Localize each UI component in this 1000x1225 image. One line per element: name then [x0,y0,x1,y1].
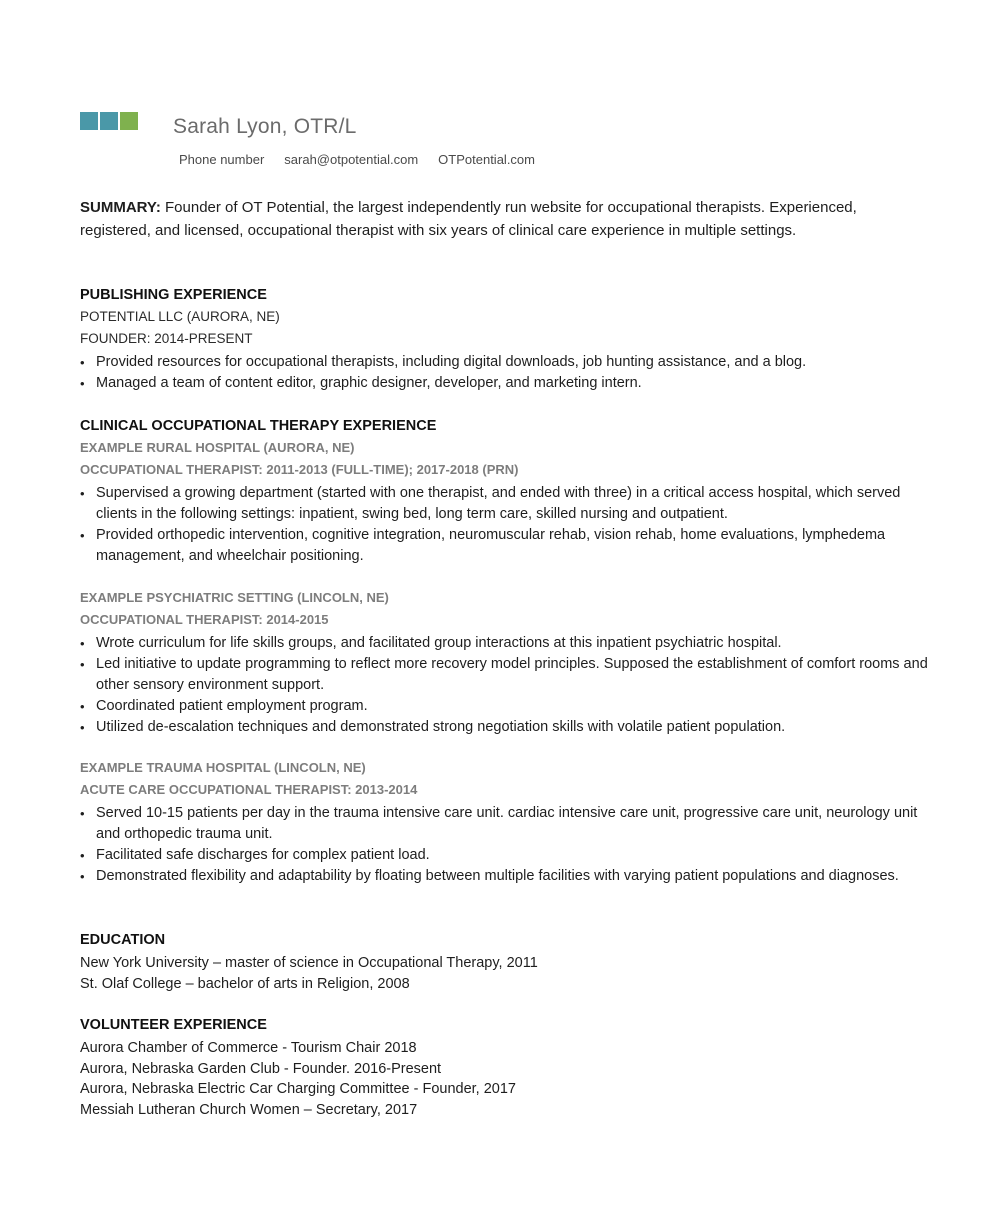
org-name: EXAMPLE PSYCHIATRIC SETTING (LINCOLN, NE) [80,590,389,605]
logo-square-1 [80,112,98,130]
bullet-item: • Provided resources for occupational therapists, including digital downloads, job hunting assistance, and a blog. [80,352,930,373]
bullet-item: • Served 10-15 patients per day in the trauma intensive care unit. cardiac intensive care unit, progressive care unit, neurology unit and orthopedic trauma unit. [80,803,930,845]
bullet-item: • Coordinated patient employment program. [80,696,930,717]
bullet-list [80,483,930,567]
volunteer-item: Aurora, Nebraska Electric Car Charging Committee - Founder, 2017 [80,1081,516,1097]
contact-line [179,152,555,167]
bullet-item: • Provided orthopedic intervention, cognitive integration, neuromuscular rehab, vision rehab, home evaluations, lymphedema management, and wheelchair positioning. [80,525,930,567]
section-heading: VOLUNTEER EXPERIENCE [80,1017,267,1033]
summary-text: Founder of OT Potential, the largest independently run website for occupational therapists. Experienced, registered, and licensed, occupational therapist with six years of clinical care experience in multiple settings. [80,199,857,239]
contact-website[interactable]: OTPotential.com [438,152,535,167]
summary-label: SUMMARY: [80,199,161,216]
education-item: New York University – master of science in Occupational Therapy, 2011 [80,955,538,971]
bullet-item: • Managed a team of content editor, graphic designer, developer, and marketing intern. [80,373,930,394]
org-name: EXAMPLE TRAUMA HOSPITAL (LINCOLN, NE) [80,760,366,775]
logo-square-3 [120,112,138,130]
bullet-list [80,352,930,394]
role-title: FOUNDER: 2014-PRESENT [80,331,253,346]
logo-square-2 [100,112,118,130]
bullet-item: • Supervised a growing department (started with one therapist, and ended with three) in a critical access hospital, which served clients in the following settings: inpatient, swing bed, long term care, skilled nursing and outpatient. [80,483,930,525]
contact-phone: Phone number [179,152,265,167]
role-title: OCCUPATIONAL THERAPIST: 2011-2013 (FULL-TIME); 2017-2018 (PRN) [80,462,519,477]
volunteer-section [80,1014,930,1120]
publishing-section [80,284,930,394]
summary [80,196,900,242]
resume-page [80,0,930,1118]
bullet-item: • Demonstrated flexibility and adaptability by floating between multiple facilities with varying patient populations and diagnoses. [80,866,930,887]
bullet-list [80,633,930,738]
clinical-job-psychiatric [80,587,930,738]
role-title: ACUTE CARE OCCUPATIONAL THERAPIST: 2013-2014 [80,782,418,797]
education-item: St. Olaf College – bachelor of arts in Religion, 2008 [80,975,410,992]
bullet-item: • Facilitated safe discharges for complex patient load. [80,845,930,866]
volunteer-item: Aurora Chamber of Commerce - Tourism Chair 2018 [80,1040,417,1056]
bullet-list [80,803,930,887]
org-name: EXAMPLE RURAL HOSPITAL (AURORA, NE) [80,440,355,455]
clinical-section [80,415,930,567]
section-heading: EDUCATION [80,932,166,948]
education-section [80,929,930,994]
contact-email[interactable]: sarah@otpotential.com [284,152,419,167]
bullet-item: • Wrote curriculum for life skills groups, and facilitated group interactions at this inpatient psychiatric hospital. [80,633,930,654]
org-name: POTENTIAL LLC (AURORA, NE) [80,309,280,324]
resume-header [80,0,930,172]
bullet-item: • Led initiative to update programming to reflect more recovery model principles. Supposed the establishment of comfort rooms and other sensory environment support. [80,654,930,696]
role-title: OCCUPATIONAL THERAPIST: 2014-2015 [80,612,329,627]
bullet-item: • Utilized de-escalation techniques and demonstrated strong negotiation skills with volatile patient population. [80,717,930,738]
clinical-job-trauma [80,757,930,887]
volunteer-item: Aurora, Nebraska Garden Club - Founder. 2016-Present [80,1060,442,1077]
section-heading: CLINICAL OCCUPATIONAL THERAPY EXPERIENCE [80,418,437,434]
section-heading: PUBLISHING EXPERIENCE [80,287,267,303]
logo-squares [80,112,138,130]
volunteer-item: Messiah Lutheran Church Women – Secretary, 2017 [80,1101,418,1118]
candidate-name: Sarah Lyon, OTR/L [173,115,357,138]
